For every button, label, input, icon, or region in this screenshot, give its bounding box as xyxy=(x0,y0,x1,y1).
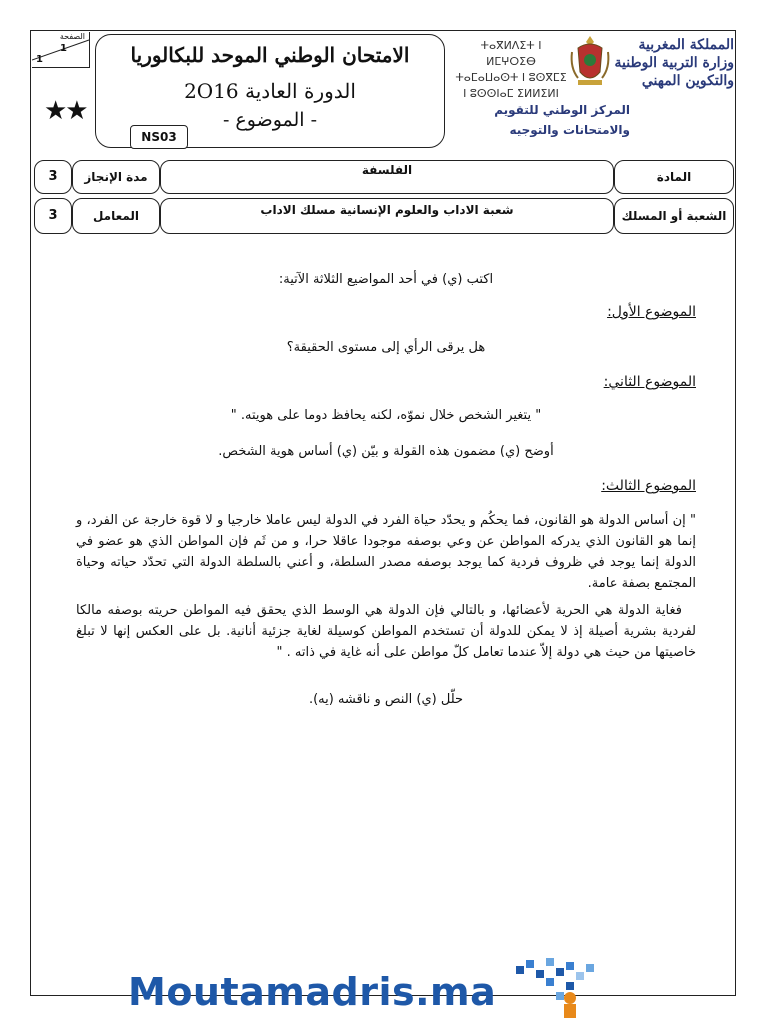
center-line: المركز الوطني للتقويم xyxy=(494,103,630,117)
subject-value: الفلسفة xyxy=(160,160,614,194)
branch-value: شعبة الاداب والعلوم الإنسانية مسلك الاداب xyxy=(160,198,614,234)
tifinagh-line: ⵏ ⵓⵙⵙⵏⴰⵎ ⵉⵍⵍⵉⵍⵏ xyxy=(463,87,559,100)
stars-icon: ★★ xyxy=(44,96,87,126)
topic3-task: حلّل (ي) النص و ناقشه (يه). xyxy=(308,692,464,707)
logo-suffix-text: .ma xyxy=(415,970,497,1014)
kingdom-emblem-icon xyxy=(568,32,612,90)
topic1-heading: الموضوع الأول: xyxy=(607,304,696,320)
duration-label: مدة الإنجاز xyxy=(72,160,160,194)
exam-session: الدورة العادية 2O16 xyxy=(184,79,356,103)
topic2-heading: الموضوع الثاني: xyxy=(603,374,696,390)
topic3-paragraph-2: فغاية الدولة هي الحرية لأعضائها، و بالتالي فإن الدولة هي الوسط الذي يحقق فيه المواطن حريته بوصفه مالكا لفردية بشرية أصيلة إذ لا يمكن للدولة أن تستخدم المواطن كوسيلة لغاية جزئية أنانية. بل على العكس إنها لا تبلغ خاصيتها من حيث هي دولة إلاّ عندما تعامل كلّ مواطن على أنه غاية في ذاته . " xyxy=(76,603,696,660)
logo-main-text: Moutamadris xyxy=(128,970,416,1014)
exam-title: الامتحان الوطني الموحد للبكالوريا xyxy=(130,43,410,67)
coefficient-label: المعامل xyxy=(72,198,160,234)
ministry-line: والتكوين المهني xyxy=(641,73,734,89)
exam-code: NS03 xyxy=(130,125,188,149)
subject-word: - الموضوع - xyxy=(222,109,318,131)
topic2-quote: " يتغير الشخص خلال نموّه، لكنه يحافظ دوما على هويته. " xyxy=(230,408,542,423)
topic3-heading: الموضوع الثالث: xyxy=(601,478,696,494)
topic2-task: أوضح (ي) مضمون هذه القولة و بيّن (ي) أساس هوية الشخص. xyxy=(218,444,554,459)
subject-label: المادة xyxy=(614,160,734,194)
branch-label: الشعبة أو المسلك xyxy=(614,198,734,234)
ministry-line: المملكة المغربية xyxy=(638,37,734,53)
page-total: 1 xyxy=(36,54,43,65)
center-line: والامتحانات والتوجيه xyxy=(509,123,630,137)
ministry-line: وزارة التربية الوطنية xyxy=(614,55,734,71)
duration-value: 3 xyxy=(34,160,72,194)
coefficient-value: 3 xyxy=(34,198,72,234)
instruction: اكتب (ي) في أحد المواضيع الثلاثة الآتية: xyxy=(278,272,494,287)
tifinagh-line: ⵜⴰⴳⵍⴷⵉⵜ ⵏ ⵍⵎⵖⵔⵉⴱ xyxy=(480,39,542,68)
moutamadris-logo xyxy=(128,970,496,1014)
topic1-question: هل يرقى الرأي إلى مستوى الحقيقة؟ xyxy=(286,340,486,355)
national-center xyxy=(480,100,630,140)
logo-pixel-graphic-icon xyxy=(506,952,616,1020)
topic3-paragraph-1: " إن أساس الدولة هو القانون، فما يحكُم و يحدّد حياة الفرد في الدولة ليس عاملا خارجيا و لا قوة خارجة عن الفرد، و إنما هو القانون الذي يدركه المواطن عن وعي بوصفه موجودا عاقلا حرا، و من ثَم فإن المواطن الذي هو عضو في الدولة إنما يوجد في ظروف فردية كما يوجد بوصفه مصدر السلطة، و أعني بالسلطة الدولة التي تحدّد حياته وحياة المجتمع بصفة عامة. xyxy=(76,513,696,591)
tifinagh-line: ⵜⴰⵎⴰⵡⴰⵙⵜ ⵏ ⵓⵙⴳⵎⵉ xyxy=(455,71,567,84)
page-current: 1 xyxy=(60,43,67,54)
page-label: الصفحة xyxy=(59,32,85,41)
ministry-arabic xyxy=(612,36,734,90)
ministry-tifinagh xyxy=(455,38,567,102)
page-number-box xyxy=(32,32,90,68)
